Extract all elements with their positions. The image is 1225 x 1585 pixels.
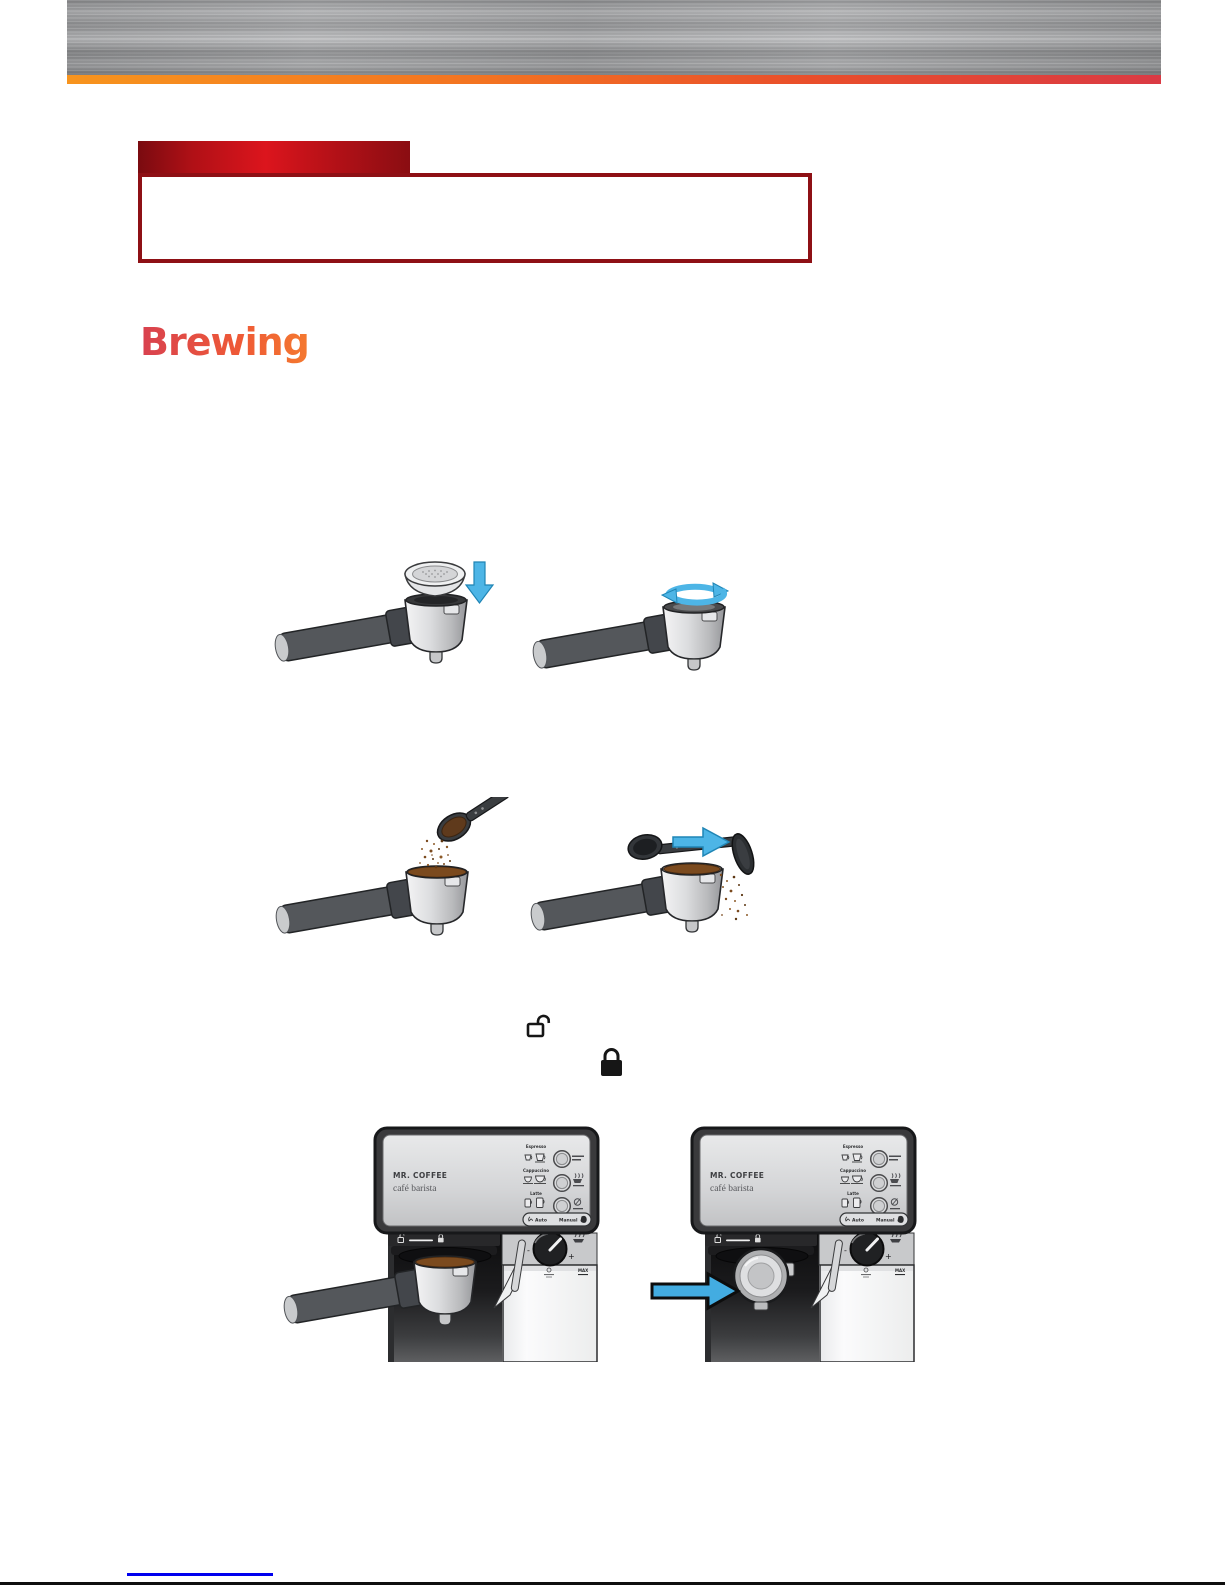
diagram-level-grounds — [527, 797, 777, 947]
warning-banner — [138, 141, 410, 173]
diagram-machine-locked — [648, 1122, 933, 1362]
brushed-metal-header — [67, 0, 1161, 75]
lock-icon — [599, 1044, 625, 1078]
warning-box — [138, 173, 812, 263]
diagram-fill-grounds — [262, 797, 512, 947]
rotate-arrows-icon — [662, 583, 728, 603]
diagram-twist-basket — [531, 545, 746, 675]
accent-gradient-bar — [67, 75, 1161, 84]
coffee-grounds — [720, 874, 748, 920]
filter-basket — [405, 562, 465, 596]
down-arrow-icon — [466, 562, 493, 603]
coffee-scoop — [432, 797, 512, 847]
portafilter — [531, 601, 725, 674]
unlock-icon — [525, 1010, 555, 1040]
coffee-grounds — [419, 840, 451, 869]
portafilter — [272, 594, 467, 667]
section-heading: Brewing — [140, 320, 309, 364]
diagram-insert-basket — [268, 545, 498, 675]
link-underline[interactable] — [127, 1573, 273, 1576]
diagram-machine-insert — [273, 1122, 608, 1362]
tamper-disc — [728, 831, 758, 877]
portafilter-inserted — [281, 1256, 476, 1329]
portafilter — [528, 863, 723, 936]
portafilter — [273, 866, 468, 939]
